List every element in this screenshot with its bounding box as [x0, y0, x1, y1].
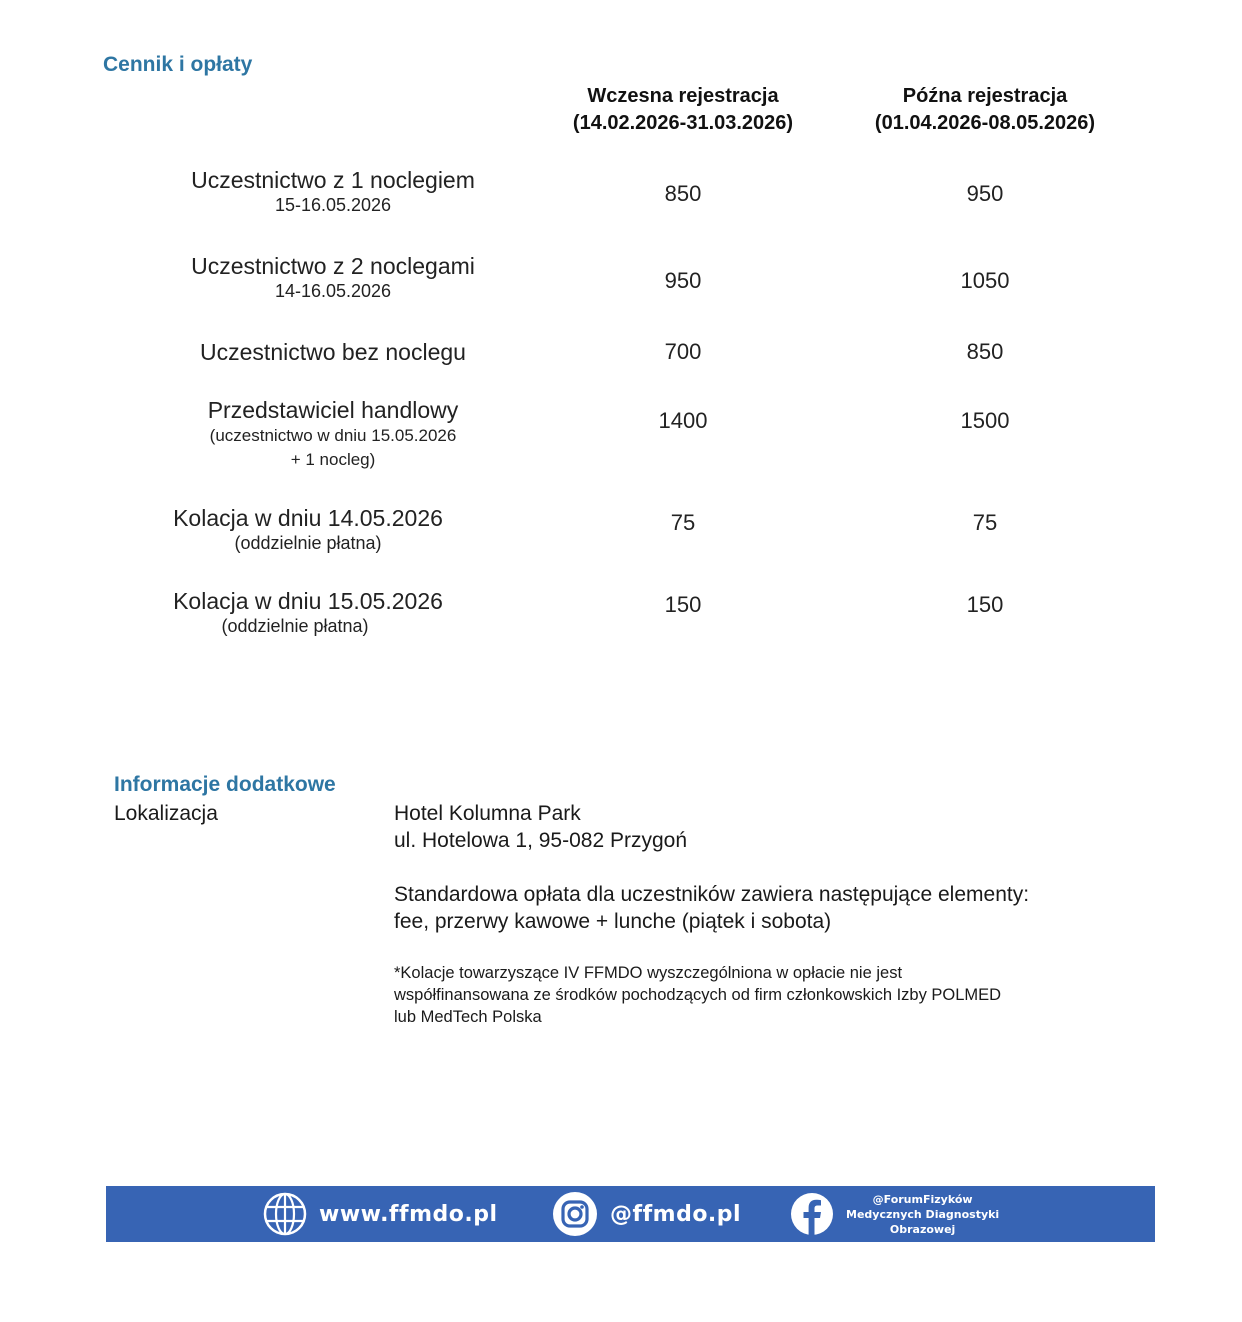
row-subtitle: (oddzielnie płatna) [221, 616, 369, 636]
column-header-late-dates: (01.04.2026-08.05.2026) [874, 112, 1096, 134]
price-early: 850 [664, 181, 702, 206]
row-label [133, 252, 533, 302]
facebook-text [846, 1192, 999, 1237]
row-subtitle: 15-16.05.2026 [274, 195, 392, 215]
footer-banner [106, 1186, 1155, 1242]
footnote [394, 962, 1154, 1028]
instagram-icon [552, 1191, 598, 1237]
column-header-early [533, 83, 833, 137]
row-subtitle: (oddzielnie płatna) [234, 533, 382, 553]
row-label [133, 396, 533, 470]
fee-line-1: Standardowa opłata dla uczestników zawiera następujące elementy: [394, 883, 1030, 906]
row-title: Uczestnictwo z 1 noclegiem [191, 167, 475, 193]
row-title: Kolacja w dniu 14.05.2026 [173, 505, 443, 531]
column-header-late-label: Późna rejestracja [902, 85, 1068, 107]
facebook-line-2: Medycznych Diagnostyki [846, 1207, 1000, 1221]
instagram-text: @ffmdo.pl [610, 1201, 742, 1227]
price-early: 950 [664, 268, 702, 293]
instagram-link[interactable] [552, 1186, 741, 1242]
row-title: Kolacja w dniu 15.05.2026 [173, 588, 443, 614]
row-title: Uczestnictwo z 2 noclegami [191, 253, 475, 279]
info-title: Informacje dodatkowe [114, 773, 336, 796]
price-early: 700 [664, 339, 702, 364]
row-subtitle-2: + 1 nocleg) [290, 450, 376, 469]
facebook-line-1: @ForumFizyków [872, 1192, 973, 1206]
pricing-title: Cennik i opłaty [103, 53, 253, 76]
website-link[interactable] [262, 1186, 498, 1242]
fee-description [394, 881, 1154, 935]
facebook-icon [790, 1192, 834, 1236]
price-early: 1400 [658, 408, 708, 433]
price-late: 1500 [960, 408, 1010, 433]
facebook-link[interactable] [790, 1186, 999, 1242]
row-label [133, 338, 533, 366]
price-late: 150 [966, 592, 1004, 617]
price-late: 1050 [960, 268, 1010, 293]
footnote-line-1: *Kolacje towarzyszące IV FFMDO wyszczególniona w opłacie nie jest [394, 964, 903, 982]
location-name: Hotel Kolumna Park [394, 802, 581, 825]
price-late: 75 [972, 510, 998, 535]
footnote-line-3: lub MedTech Polska [394, 1008, 542, 1026]
row-subtitle: 14-16.05.2026 [274, 281, 392, 301]
location-address: ul. Hotelowa 1, 95-082 Przygoń [394, 829, 688, 852]
column-header-early-dates: (14.02.2026-31.03.2026) [572, 112, 794, 134]
row-label [108, 587, 508, 637]
facebook-line-3: Obrazowej [889, 1222, 956, 1236]
website-text: www.ffmdo.pl [319, 1201, 498, 1227]
globe-icon [262, 1191, 308, 1237]
price-early: 75 [670, 510, 696, 535]
location-label: Lokalizacja [114, 802, 218, 825]
column-header-late [835, 83, 1135, 137]
row-title: Uczestnictwo bez noclegu [200, 339, 466, 365]
row-title: Przedstawiciel handlowy [207, 397, 459, 423]
row-label [133, 166, 533, 216]
price-late: 850 [966, 339, 1004, 364]
price-early: 150 [664, 592, 702, 617]
footnote-line-2: współfinansowana ze środków pochodzących od firm członkowskich Izby POLMED [394, 986, 1002, 1004]
column-header-early-label: Wczesna rejestracja [587, 85, 779, 107]
fee-line-2: fee, przerwy kawowe + lunche (piątek i sobota) [394, 910, 832, 933]
row-label [108, 504, 508, 554]
row-subtitle: (uczestnictwo w dniu 15.05.2026 [209, 426, 457, 445]
price-late: 950 [966, 181, 1004, 206]
